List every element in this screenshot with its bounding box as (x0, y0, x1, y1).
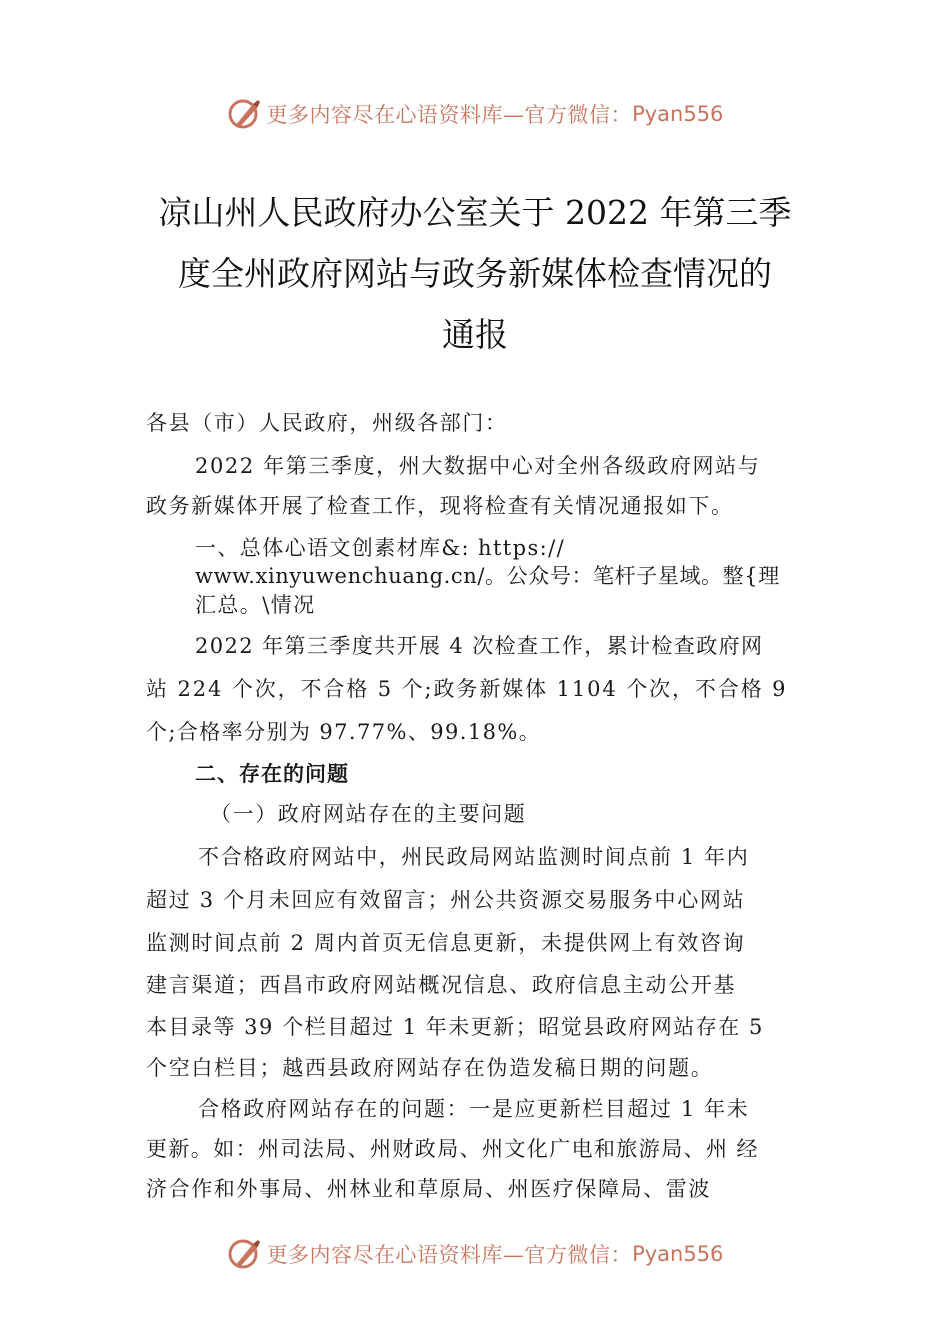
title-line-1: 凉山州人民政府办公室关于 2022 年第三季 (158, 193, 792, 232)
para-1-line-2: 超过 3 个月未回应有效留言；州公共资源交易服务中心网站 (146, 888, 746, 912)
salutation: 各县（市）人民政府，州级各部门： (146, 411, 508, 435)
watermark-text: 更多内容尽在心语资料库—官方微信： (266, 103, 633, 127)
title-line-2: 度全州政府网站与政务新媒体检查情况的 (178, 254, 772, 293)
stats-line-3: 个;合格率分别为 97.77%、99.18%。 (146, 720, 542, 744)
pen-logo-icon (227, 1236, 263, 1272)
para-2-line-1: 合格政府网站存在的问题：一是应更新栏目超过 1 年未 (198, 1097, 750, 1121)
watermark-banner-top (0, 94, 950, 134)
para-1-line-1: 不合格政府网站中，州民政局网站监测时间点前 1 年内 (198, 845, 750, 869)
watermark-wechat-id: Pyan556 (632, 102, 724, 126)
title-line-3: 通报 (442, 315, 508, 354)
watermark-text: 更多内容尽在心语资料库—官方微信： (266, 1243, 633, 1267)
section-2-heading: 二、存在的问题 (195, 762, 349, 786)
pen-logo-icon (227, 96, 263, 132)
para-1-line-3: 监测时间点前 2 周内首页无信息更新，未提供网上有效咨询 (146, 931, 746, 955)
document-title (140, 182, 810, 365)
watermark-wechat-id: Pyan556 (632, 1242, 724, 1266)
stats-line-1: 2022 年第三季度共开展 4 次检查工作，累计检查政府网 (195, 634, 764, 658)
para-2-line-2: 更新。如：州司法局、州财政局、州文化广电和旅游局、州 经 (146, 1137, 759, 1161)
subsection-1-heading: （一）政府网站存在的主要问题 (210, 802, 527, 826)
section-1-line-2: www.xinyuwenchuang.cn/。公众号：笔杆子星域。整{理 (195, 564, 780, 588)
para-1-line-6: 个空白栏目；越西县政府网站存在伪造发稿日期的问题。 (146, 1056, 714, 1080)
intro-line-1: 2022 年第三季度，州大数据中心对全州各级政府网站与 (195, 454, 761, 478)
section-1-line-1: 一、总体心语文创素材库&: https:// (195, 536, 566, 560)
para-2-line-3: 济合作和外事局、州林业和草原局、州医疗保障局、雷波 (146, 1177, 711, 1201)
section-1-line-3: 汇总。\情况 (195, 593, 316, 617)
para-1-line-4: 建言渠道；西昌市政府网站概况信息、政府信息主动公开基 (146, 973, 737, 997)
watermark-banner-bottom (0, 1234, 950, 1274)
intro-line-2: 政务新媒体开展了检查工作，现将检查有关情况通报如下。 (146, 494, 734, 518)
para-1-line-5: 本目录等 39 个栏目超过 1 年未更新；昭觉县政府网站存在 5 (146, 1015, 764, 1039)
stats-line-2: 站 224 个次，不合格 5 个;政务新媒体 1104 个次，不合格 9 (146, 677, 788, 701)
